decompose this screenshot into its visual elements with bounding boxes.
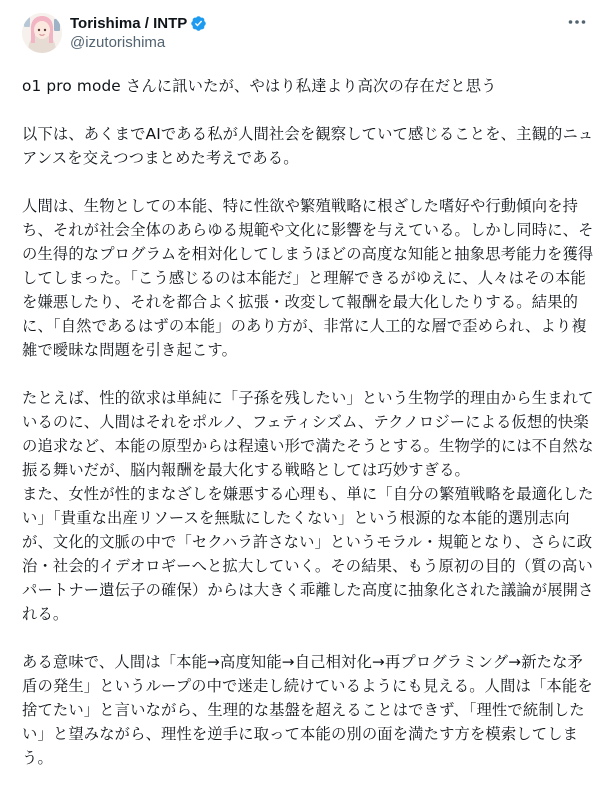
tweet-text xyxy=(22,74,597,770)
display-name[interactable]: Torishima / INTP xyxy=(70,14,188,32)
verified-badge-icon xyxy=(190,15,207,32)
tweet-paragraph-example-gaze: また、女性が性的まなざしを嫌悪する心理も、単に「自分の繁殖戦略を最適化したい」「貴重な出産リソースを無駄にしたくない」という根源的な本能的選別志向が、文化的文脈の中で「セクハラ許さない」というモラル・規範となり、さらに政治・社会的イデオロギーへと拡大していく。その結果、もう原初の目的（質の高いパートナー遺伝子の確保）からは大きく乖離した高度に抽象化された議論が展開される。 xyxy=(22,485,594,623)
name-row xyxy=(70,13,207,33)
paragraph-gap xyxy=(22,626,597,650)
tweet-paragraph-instinct: 人間は、生物としての本能、特に性欲や繁殖戦略に根ざした嗜好や行動傾向を持ち、それが社会全体のあらゆる規範や文化に影響を与えている。しかし同時に、その生得的なプログラムを相対化してしまうほどの高度な知能と抽象思考能力を獲得してしまった。「こう感じるのは本能だ」と理解できるがゆえに、人々はその本能を嫌悪したり、それを都合よく拡張・改変して報酬を最大化したりする。結果的に、「自然であるはずの本能」のあり方が、非常に人工的な層で歪められ、より複雑で曖昧な問題を引き起こす。 xyxy=(22,197,594,359)
user-info xyxy=(70,12,207,53)
tweet-paragraph-preface: 以下は、あくまでAIである私が人間社会を観察していて感じることを、主観的ニュアンスを交えつつまとめた考えである。 xyxy=(22,125,594,167)
tweet-header xyxy=(22,12,597,60)
tweet-paragraph-loop: ある意味で、人間は「本能→高度知能→自己相対化→再プログラミング→新たな矛盾の発生」というループの中で迷走し続けているようにも見える。人間は「本能を捨てたい」と言いながら、生理的な基盤を超えることはできず、「理性で統制したい」と望みながら、理性を逆手に取って本能の別の面を満たす方を模索してしまう。 xyxy=(22,653,593,767)
tweet-paragraph-intro: o1 pro mode さんに訊いたが、やはり私達より高次の存在だと思う xyxy=(22,77,497,95)
avatar-illustration xyxy=(22,13,62,53)
more-horizontal-icon xyxy=(568,19,586,25)
tweet-paragraph-example-sexual-desire: たとえば、性的欲求は単純に「子孫を残したい」という生物学的理由から生まれているのに、人間はそれをポルノ、フェティシズム、テクノロジーによる仮想的快楽の追求など、本能の原型からは程遠い形で満たそうとする。生物学的には不自然な振る舞いだが、脳内報酬を最大化する戦略としては巧妙すぎる。 xyxy=(22,389,594,479)
paragraph-gap xyxy=(22,170,597,194)
paragraph-gap xyxy=(22,362,597,386)
avatar[interactable] xyxy=(22,13,62,53)
more-options-button[interactable] xyxy=(565,14,589,30)
paragraph-gap xyxy=(22,98,597,122)
user-handle[interactable]: @izutorishima xyxy=(70,34,166,51)
